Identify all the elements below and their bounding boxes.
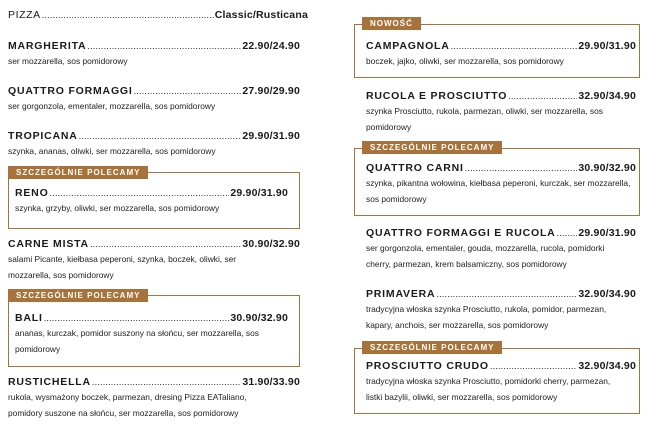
leader-dots [44,313,230,323]
menu-header [8,9,308,21]
menu-item-prosciutto-crudo [366,360,636,405]
item-price: 29.90/31.90 [578,40,636,52]
recommended-badge: SZCZEGÓLNIE POLECAMY [362,341,502,354]
item-description-line: tradycyjna włoska szynka Prosciutto, rukola, pomidor, parmezan, [366,304,607,314]
menu-item-quattro-formaggi-e-rucola [366,227,636,272]
item-description-line: mozzarella, sos pomidorowy [8,270,114,280]
leader-dots [490,361,577,371]
item-description-line: ananas, kurczak, pomidor suszony na słońcu, ser mozzarella, sos [15,328,259,338]
item-description [366,175,636,207]
leader-dots [557,228,578,238]
item-description [366,103,636,135]
item-description-line: pomidorowy [366,122,412,132]
item-name: CAMPAGNOLA [366,40,450,52]
item-description-line: ser gorgonzola, ementaler, gouda, mozzarella, rucola, pomidorki [366,243,605,253]
item-description [366,373,636,405]
leader-dots [92,377,241,387]
item-description: ser gorgonzola, ementaler, mozzarella, sos pomidorowy [8,101,216,111]
item-price: 30.90/32.90 [230,312,288,324]
item-description [366,240,636,272]
item-name: QUATTRO CARNI [366,162,464,174]
item-description: boczek, jajko, oliwki, ser mozzarella, sos pomidorowy [366,56,564,66]
item-price: 29.90/31.90 [230,187,288,199]
item-description [15,325,288,357]
leader-dots [87,41,241,51]
leader-dots [134,86,242,96]
item-description: szynka, grzyby, oliwki, ser mozzarella, sos pomidorowy [15,203,220,213]
menu-item-margherita [8,40,300,69]
item-description-line: listki bazylii, oliwki, ser mozzarella, sos pomidorowy [366,392,558,402]
recommended-badge: SZCZEGÓLNIE POLECAMY [8,166,148,179]
item-price: 29.90/31.90 [242,130,300,142]
item-name: PRIMAVERA [366,288,436,300]
item-price: 30.90/32.90 [578,162,636,174]
menu-item-rustichella [8,376,300,421]
leader-dots [508,91,577,101]
item-name: BALI [15,312,43,324]
leader-dots [42,10,214,20]
item-price: 32.90/34.90 [578,288,636,300]
menu-item-quattro-carni [366,162,636,207]
item-description: ser mozzarella, sos pomidorowy [8,56,128,66]
leader-dots [50,188,230,198]
item-description-line: pomidorowy [15,344,61,354]
menu-item-tropicana [8,130,300,159]
item-name: RUSTICHELLA [8,376,91,388]
item-description: szynka, ananas, oliwki, ser mozzarella, sos pomidorowy [8,146,216,156]
item-name: CARNE MISTA [8,238,89,250]
menu-header-variant: Classic/Rusticana [214,9,308,21]
item-name: PROSCIUTTO CRUDO [366,360,489,372]
item-price: 30.90/32.90 [242,238,300,250]
item-description [366,301,636,333]
item-description-line: tradycyjna włoska szynka Prosciutto, pomidorki cherry, parmezan, [366,376,611,386]
item-price: 32.90/34.90 [578,360,636,372]
item-name: MARGHERITA [8,40,87,52]
item-description [8,389,300,421]
item-name: QUATTRO FORMAGGI [8,85,133,97]
item-description-line: szynka, pikantna wołowina, kiełbasa peperoni, kurczak, ser mozzarella, [366,178,631,188]
menu-item-campagnola [366,40,636,69]
item-description-line: rukola, wysmażony boczek, parmezan, dresing Pizza EATaliano, [8,392,247,402]
recommended-badge: SZCZEGÓLNIE POLECAMY [8,289,148,302]
item-name: RUCOLA E PROSCIUTTO [366,90,508,102]
item-description-line: szynka Prosciutto, rukola, parmezan, oliwki, ser mozzarella, sos [366,106,603,116]
item-description-line: pomidory suszone na słońcu, ser mozzarella, sos pomidorowy [8,408,239,418]
item-description-line: sos pomidorowy [366,194,427,204]
menu-item-bali [15,312,288,357]
item-description-line: cherry, parmezan, krem balsamiczny, sos pomidorowy [366,259,567,269]
new-badge: NOWOŚĆ [362,17,421,30]
menu-item-quattro-formaggi [8,85,300,114]
menu-item-primavera [366,288,636,333]
menu-item-carne-mista [8,238,300,283]
item-name: RENO [15,187,49,199]
leader-dots [436,289,577,299]
item-description-line: salami Picante, kiełbasa peperoni, szynka, boczek, oliwki, ser [8,254,237,264]
item-price: 22.90/24.90 [242,40,300,52]
leader-dots [451,41,578,51]
item-name: TROPICANA [8,130,78,142]
item-price: 29.90/31.90 [578,227,636,239]
item-price: 27.90/29.90 [242,85,300,97]
item-description-line: kapary, anchois, ser mozzarella, sos pomidorowy [366,320,549,330]
recommended-badge: SZCZEGÓLNIE POLECAMY [362,141,502,154]
item-description [8,251,300,283]
leader-dots [79,131,242,141]
item-price: 31.90/33.90 [242,376,300,388]
menu-item-rucola-e-prosciutto [366,90,636,135]
menu-item-reno [15,187,288,216]
leader-dots [90,239,241,249]
leader-dots [465,163,578,173]
item-price: 32.90/34.90 [578,90,636,102]
item-name: QUATTRO FORMAGGI E RUCOLA [366,227,556,239]
menu-header-label: PIZZA [8,9,41,21]
